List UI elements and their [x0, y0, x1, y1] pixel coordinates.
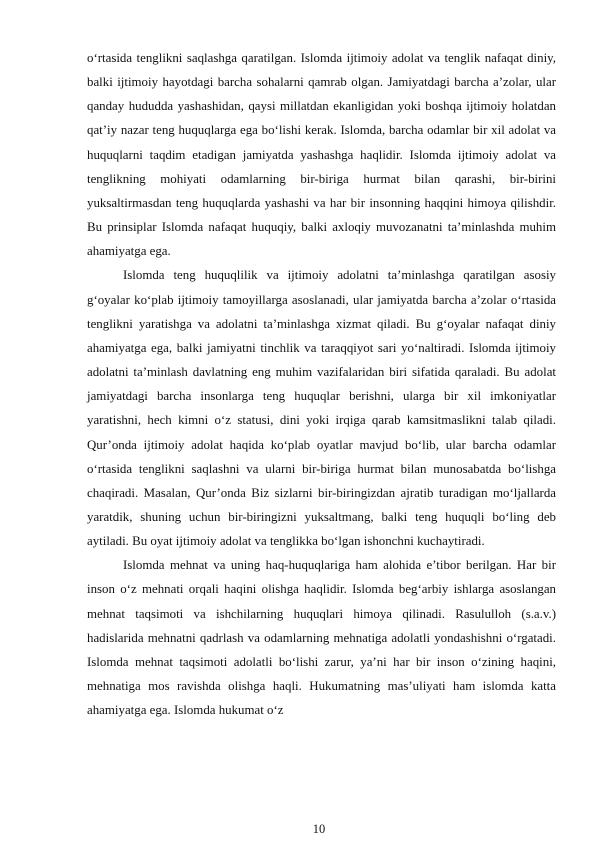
paragraph-3: Islomda mehnat va uning haq-huquqlariga ham alohida e’tibor berilgan. Har bir inson o‘z mehnati orqali haqini olishga haqlidir. Islomda beg‘arbiy ishlarga asoslangan mehnat taqsimoti va ishchilarning huquqlari himoya qilinadi. Rasululloh (s.a.v.) hadislarida mehnatni qadrlash va odamlarning mehnatiga adolatli yondashishni o‘rgatadi. Islomda mehnat taqsimoti adolatli bo‘lishi zarur, ya’ni har bir inson o‘zining haqini, mehnatiga mos ravishda olishga haqli. Hukumatning mas’uliyati ham islomda katta ahamiyatga ega. Islomda hukumat o‘z	[87, 558, 556, 718]
paragraph-1: o‘rtasida tenglikni saqlashga qaratilgan. Islomda ijtimoiy adolat va tenglik nafaqat diniy, balki ijtimoiy hayotdagi barcha sohalarni qamrab olgan. Jamiyatdagi barcha a’zolar, ular qanday hududda yashashidan, qaysi millatdan ekanligidan yoki boshqa ijtimoiy holatdan qat’iy nazar teng huquqlarga ega bo‘lishi kerak. Islomda, barcha odamlar bir xil adolat va huquqlarni taqdim etadigan jamiyatda yashashga haqlidir. Islomda ijtimoiy adolat va tenglikning mohiyati odamlarning bir-biriga hurmat bilan qarashi, bir-birini yuksaltirmasdan teng huquqlarda yashashi va har bir insonning haqqini himoya qilishdir. Bu prinsiplar Islomda nafaqat huquqiy, balki axloqiy muvozanatni ta’minlashda muhim ahamiyatga ega.	[87, 51, 556, 259]
document-page	[87, 46, 556, 722]
paragraph-2: Islomda teng huquqlilik va ijtimoiy adolatni ta’minlashga qaratilgan asosiy g‘oyalar ko‘plab ijtimoiy tamoyillarga asoslanadi, ular jamiyatda barcha a’zolar o‘rtasida tenglikni yaratishga va adolatni ta’minlashga xizmat qiladi. Bu g‘oyalar nafaqat diniy ahamiyatga ega, balki jamiyatni tinchlik va taraqqiyot sari yo‘naltiradi. Islomda ijtimoiy adolatni ta’minlash davlatning eng muhim vazifalaridan biri sifatida qaraladi. Bu adolat jamiyatdagi barcha insonlarga teng huquqlar berishni, ularga bir xil imkoniyatlar yaratishni, hech kimni o‘z statusi, dini yoki irqiga qarab kamsitmaslikni talab qiladi. Qur’onda ijtimoiy adolat haqida ko‘plab oyatlar mavjud bo‘lib, ular barcha odamlar o‘rtasida tenglikni saqlashni va ularni bir-biriga hurmat bilan munosabatda bo‘lishga chaqiradi. Masalan, Qur’onda Biz sizlarni bir-biringizdan ajratib turadigan mo‘ljallarda yaratdik, shuning uchun bir-biringizni yuksaltmang, balki teng huquqli bo‘ling deb aytiladi. Bu oyat ijtimoiy adolat va tenglikka bo‘lgan ishonchni kuchaytiradi.	[87, 268, 556, 549]
page-number: 10	[312, 822, 326, 836]
